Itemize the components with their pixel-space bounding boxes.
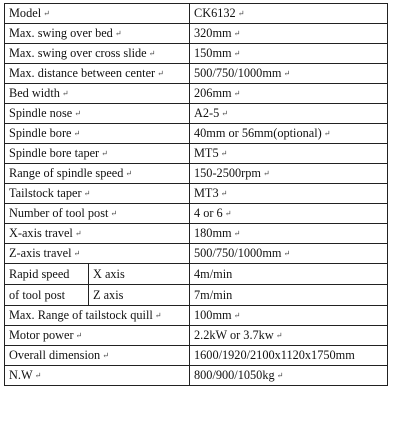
table-row — [5, 4, 388, 24]
paragraph-mark: ↵ — [73, 129, 81, 139]
value-cell — [190, 285, 388, 306]
paragraph-mark: ↵ — [74, 109, 81, 119]
table-row — [5, 84, 388, 104]
label-cell — [5, 366, 190, 386]
swing-over-bed-value: 320mm — [194, 26, 232, 40]
tool-posts-value: 4 or 6 — [194, 206, 223, 220]
value-cell — [190, 224, 388, 244]
spindle-speed-value: 150-2500rpm — [194, 166, 261, 180]
spindle-bore-value: 40mm or 56mm(optional) — [194, 126, 322, 140]
bed-width-label: Bed width — [9, 86, 60, 100]
paragraph-mark: ↵ — [275, 331, 283, 341]
paragraph-mark: ↵ — [114, 29, 122, 39]
rapid-speed-label-cell — [5, 285, 89, 306]
value-cell — [190, 4, 388, 24]
paragraph-mark: ↵ — [237, 9, 245, 19]
label-cell — [5, 44, 190, 64]
paragraph-mark: ↵ — [323, 129, 331, 139]
x-rapid-value: 4m/min — [194, 267, 233, 281]
label-cell — [5, 184, 190, 204]
swing-over-slide-value: 150mm — [194, 46, 232, 60]
net-weight-label: N.W — [9, 368, 33, 382]
label-cell — [5, 64, 190, 84]
label-cell — [5, 204, 190, 224]
label-cell — [5, 224, 190, 244]
paragraph-mark: ↵ — [83, 189, 91, 199]
value-cell — [190, 366, 388, 386]
paragraph-mark: ↵ — [125, 169, 133, 179]
table-row — [5, 224, 388, 244]
paragraph-mark: ↵ — [220, 189, 228, 199]
z-travel-label: Z-axis travel — [9, 246, 72, 260]
label-cell — [5, 4, 190, 24]
paragraph-mark: ↵ — [73, 249, 81, 259]
paragraph-mark: ↵ — [157, 69, 164, 79]
label-cell — [5, 244, 190, 264]
spindle-bore-label: Spindle bore — [9, 126, 72, 140]
value-cell — [190, 104, 388, 124]
tailstock-quill-value: 100mm — [194, 308, 232, 322]
label-cell — [5, 124, 190, 144]
tailstock-taper-label: Tailstock taper — [9, 186, 82, 200]
value-cell — [190, 24, 388, 44]
table-row — [5, 285, 388, 306]
table-row — [5, 24, 388, 44]
table-row — [5, 366, 388, 386]
paragraph-mark: ↵ — [233, 89, 241, 99]
distance-between-center-label: Max. distance between center — [9, 66, 156, 80]
value-cell — [190, 306, 388, 326]
value-cell — [190, 184, 388, 204]
rapid-speed-label-line2: of tool post — [9, 288, 66, 302]
model-label: Model — [9, 6, 42, 20]
value-cell — [190, 244, 388, 264]
net-weight-value: 800/900/1050kg — [194, 368, 275, 382]
paragraph-mark: ↵ — [233, 49, 241, 59]
label-cell — [5, 164, 190, 184]
paragraph-mark: ↵ — [110, 209, 118, 219]
label-cell — [5, 326, 190, 346]
table-row — [5, 306, 388, 326]
z-axis-label: Z axis — [93, 288, 124, 302]
table-row — [5, 346, 388, 366]
spindle-speed-label: Range of spindle speed — [9, 166, 124, 180]
swing-over-slide-label: Max. swing over cross slide — [9, 46, 147, 60]
value-cell — [190, 124, 388, 144]
x-axis-label-cell — [89, 264, 190, 285]
table-row — [5, 326, 388, 346]
x-travel-value: 180mm — [194, 226, 232, 240]
table-row — [5, 264, 388, 285]
spindle-bore-taper-value: MT5 — [194, 146, 219, 160]
spindle-nose-value: A2-5 — [194, 106, 220, 120]
tool-posts-label: Number of tool post — [9, 206, 109, 220]
overall-dimension-value: 1600/1920/2100x1120x1750mm — [194, 348, 355, 362]
z-travel-value: 500/750/1000mm — [194, 246, 282, 260]
paragraph-mark: ↵ — [283, 69, 291, 79]
distance-between-center-value: 500/750/1000mm — [194, 66, 282, 80]
paragraph-mark: ↵ — [233, 29, 241, 39]
value-cell — [190, 144, 388, 164]
paragraph-mark: ↵ — [154, 311, 162, 321]
x-axis-label: X axis — [93, 267, 125, 281]
table-row — [5, 204, 388, 224]
overall-dimension-label: Overall dimension — [9, 348, 101, 362]
value-cell — [190, 164, 388, 184]
paragraph-mark: ↵ — [220, 149, 228, 159]
label-cell — [5, 346, 190, 366]
value-cell — [190, 326, 388, 346]
table-row — [5, 244, 388, 264]
paragraph-mark: ↵ — [221, 109, 228, 119]
table-row — [5, 64, 388, 84]
z-rapid-value: 7m/min — [194, 288, 233, 302]
rapid-speed-label-line1: Rapid speed — [9, 267, 70, 281]
label-cell — [5, 144, 190, 164]
paragraph-mark: ↵ — [276, 371, 284, 381]
label-cell — [5, 24, 190, 44]
table-row — [5, 124, 388, 144]
tailstock-taper-value: MT3 — [194, 186, 219, 200]
table-row — [5, 44, 388, 64]
spec-table — [4, 3, 388, 386]
paragraph-mark: ↵ — [61, 89, 69, 99]
paragraph-mark: ↵ — [148, 49, 156, 59]
label-cell — [5, 306, 190, 326]
swing-over-bed-label: Max. swing over bed — [9, 26, 113, 40]
rapid-speed-label-cell — [5, 264, 89, 285]
paragraph-mark: ↵ — [34, 371, 42, 381]
paragraph-mark: ↵ — [74, 229, 82, 239]
value-cell — [190, 264, 388, 285]
paragraph-mark: ↵ — [101, 149, 108, 159]
bed-width-value: 206mm — [194, 86, 232, 100]
paragraph-mark: ↵ — [233, 311, 241, 321]
z-axis-label-cell — [89, 285, 190, 306]
tailstock-quill-label: Max. Range of tailstock quill — [9, 308, 153, 322]
paragraph-mark: ↵ — [224, 209, 232, 219]
motor-power-value: 2.2kW or 3.7kw — [194, 328, 274, 342]
label-cell — [5, 84, 190, 104]
table-row — [5, 184, 388, 204]
table-row — [5, 144, 388, 164]
model-value: CK6132 — [194, 6, 236, 20]
motor-power-label: Motor power — [9, 328, 74, 342]
label-cell — [5, 104, 190, 124]
value-cell — [190, 44, 388, 64]
value-cell — [190, 84, 388, 104]
paragraph-mark: ↵ — [43, 9, 50, 19]
paragraph-mark: ↵ — [233, 229, 241, 239]
table-row — [5, 104, 388, 124]
spindle-nose-label: Spindle nose — [9, 106, 73, 120]
paragraph-mark: ↵ — [102, 351, 109, 361]
value-cell — [190, 346, 388, 366]
value-cell — [190, 64, 388, 84]
value-cell — [190, 204, 388, 224]
paragraph-mark: ↵ — [262, 169, 270, 179]
table-row — [5, 164, 388, 184]
paragraph-mark: ↵ — [283, 249, 291, 259]
spindle-bore-taper-label: Spindle bore taper — [9, 146, 100, 160]
x-travel-label: X-axis travel — [9, 226, 73, 240]
paragraph-mark: ↵ — [75, 331, 83, 341]
